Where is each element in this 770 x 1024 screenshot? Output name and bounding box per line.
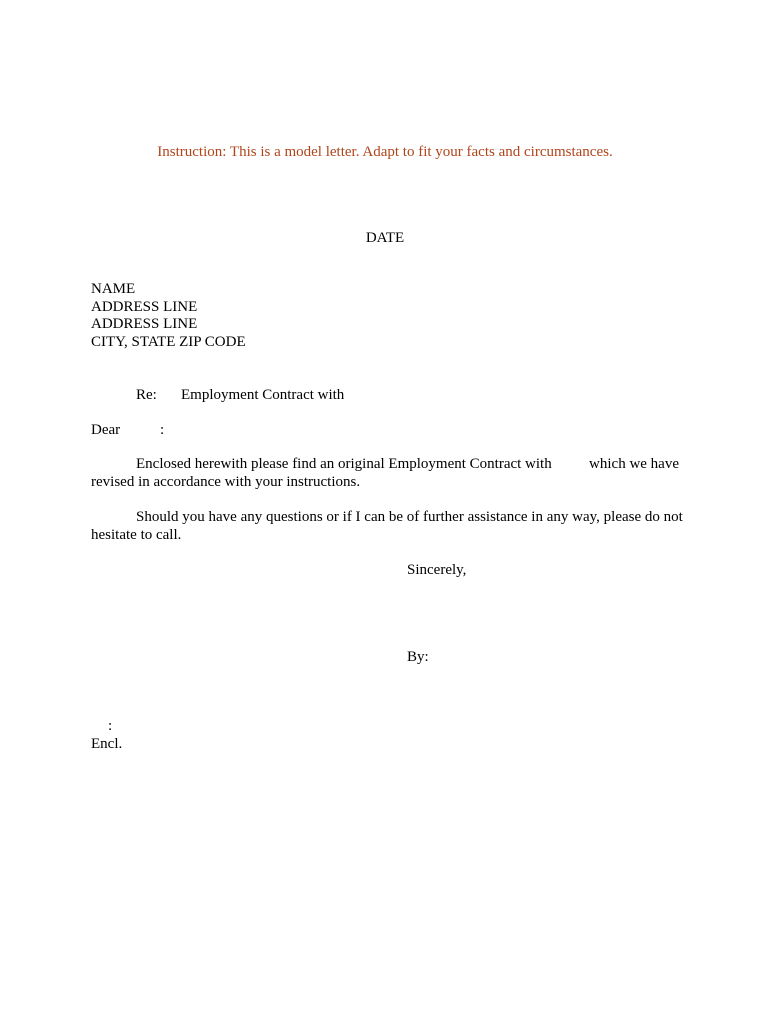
body-paragraph-2-line-2: hesitate to call.	[91, 526, 182, 543]
re-label: Re:	[136, 387, 157, 403]
recipient-city-state-zip: CITY, STATE ZIP CODE	[91, 333, 246, 350]
closing: Sincerely,	[407, 562, 467, 578]
salutation-greeting: Dear	[91, 422, 121, 438]
body-paragraph-2	[91, 509, 683, 544]
recipient-address-block	[91, 281, 246, 351]
body-paragraph-1-line-1-left: Enclosed herewith please find an original Employment Contract with	[136, 456, 552, 472]
salutation-colon: :	[160, 422, 165, 438]
recipient-address-line-2: ADDRESS LINE	[91, 316, 198, 332]
signature-by: By:	[407, 649, 429, 665]
body-paragraph-1-line-2: revised in accordance with your instructions.	[91, 473, 361, 490]
body-paragraph-2-line-1: Should you have any questions or if I can be of further assistance in any way, please do not	[136, 509, 683, 525]
recipient-name: NAME	[91, 281, 136, 297]
re-subject: Employment Contract with	[181, 387, 345, 403]
instruction-note: Instruction: This is a model letter. Adapt to fit your facts and circumstances.	[157, 144, 613, 160]
letter-date: DATE	[365, 230, 405, 246]
cc-colon: :	[108, 718, 113, 734]
enclosure-note: Encl.	[91, 736, 123, 752]
body-paragraph-1-line-1-right: which we have	[589, 456, 679, 472]
body-paragraph-1	[91, 456, 679, 491]
recipient-address-line-1: ADDRESS LINE	[91, 298, 198, 315]
